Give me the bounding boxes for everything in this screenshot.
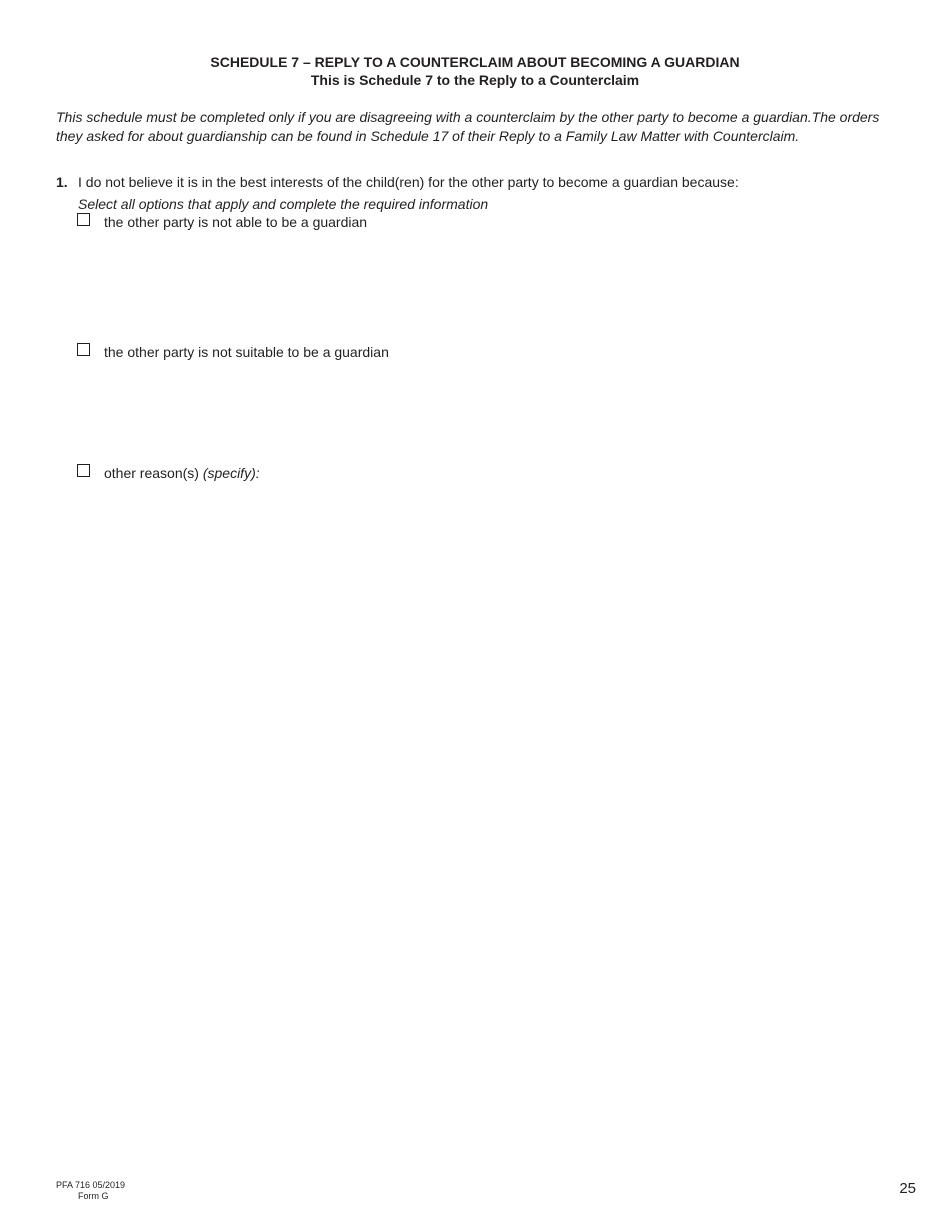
option-label-group [104,464,260,482]
question-text: I do not believe it is in the best interests of the child(ren) for the other party to become a guardian because: [78,174,739,190]
schedule-subtitle: This is Schedule 7 to the Reply to a Counterclaim [310,72,640,88]
form-code: PFA 716 05/2019 [56,1180,126,1190]
other-reasons-checkbox[interactable] [77,464,90,477]
not-able-checkbox[interactable] [77,213,90,226]
option-label: the other party is not able to be a guardian [104,214,368,230]
schedule-title: SCHEDULE 7 – REPLY TO A COUNTERCLAIM ABOUT BECOMING A GUARDIAN [210,54,740,70]
specify-hint: (specify): [202,465,260,481]
question-number: 1. [56,174,68,190]
option-label: other reason(s) [104,465,199,481]
page-number: 25 [899,1180,916,1197]
not-suitable-checkbox[interactable] [77,343,90,356]
question-instruction: Select all options that apply and complete the required information [78,196,489,212]
form-name: Form G [78,1191,109,1201]
option-label: the other party is not suitable to be a guardian [104,344,389,360]
intro-paragraph: This schedule must be completed only if you are disagreeing with a counterclaim by the other party to become a guardian.The orders they asked for about guardianship can be found in Schedule 17 of their Reply to a Family Law Matter with Counterclaim. [56,109,880,144]
